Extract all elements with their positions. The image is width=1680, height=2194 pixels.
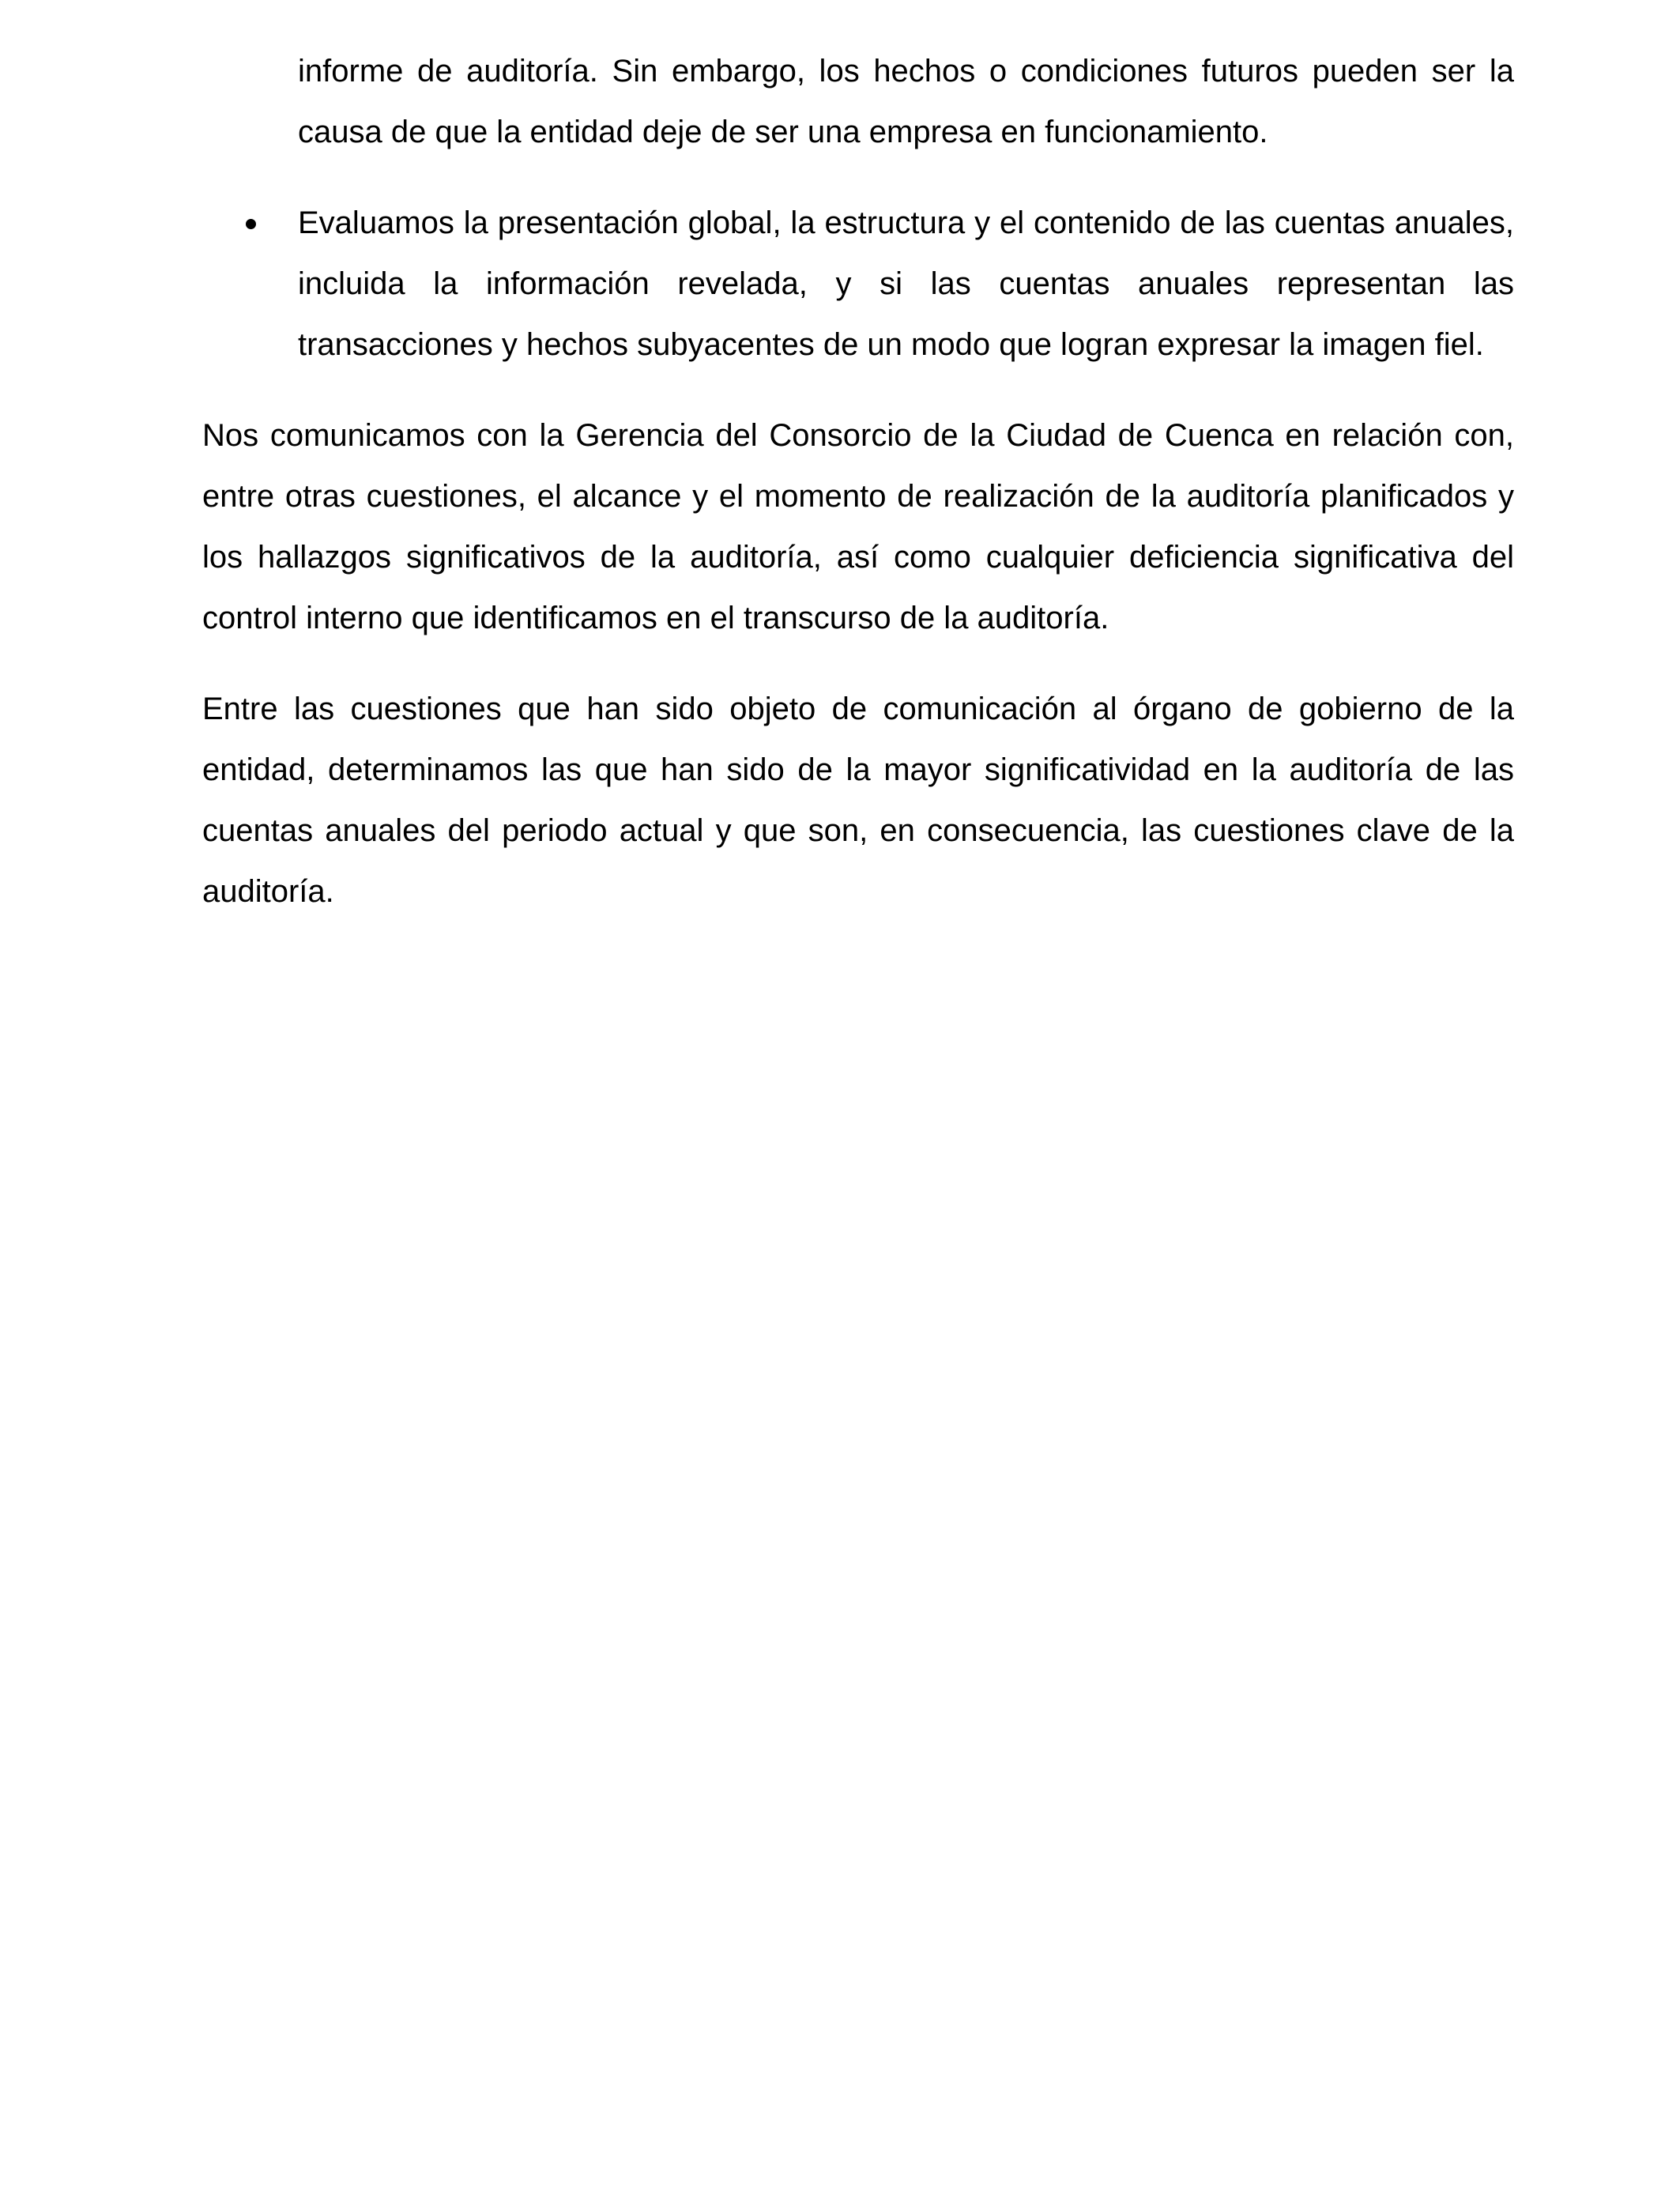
bullet-icon <box>246 219 256 229</box>
bullet-list-item <box>202 193 1514 375</box>
bullet-item-text: Evaluamos la presentación global, la estructura y el contenido de las cuentas anuales, incluida la información revelada, y si las cuentas anuales representan las transacciones y hechos subyacentes de un modo que logran expresar la imagen fiel. <box>298 205 1514 362</box>
body-paragraph-communication: Nos comunicamos con la Gerencia del Consorcio de la Ciudad de Cuenca en relación con, entre otras cuestiones, el alcance y el momento de realización de la auditoría planificados y los hallazgos significativos de la auditoría, así como cualquier deficiencia significativa del control interno que identificamos en el transcurso de la auditoría. <box>202 418 1514 635</box>
body-paragraph-key-matters: Entre las cuestiones que han sido objeto de comunicación al órgano de gobierno de la entidad, determinamos las que han sido de la mayor significatividad en la auditoría de las cuentas anuales del periodo actual y que son, en consecuencia, las cuestiones clave de la auditoría. <box>202 692 1514 909</box>
list-continuation <box>202 41 1514 163</box>
list-continuation-text: informe de auditoría. Sin embargo, los hechos o condiciones futuros pueden ser la causa de que la entidad deje de ser una empresa en funcionamiento. <box>298 54 1514 149</box>
document-body <box>202 41 1514 922</box>
